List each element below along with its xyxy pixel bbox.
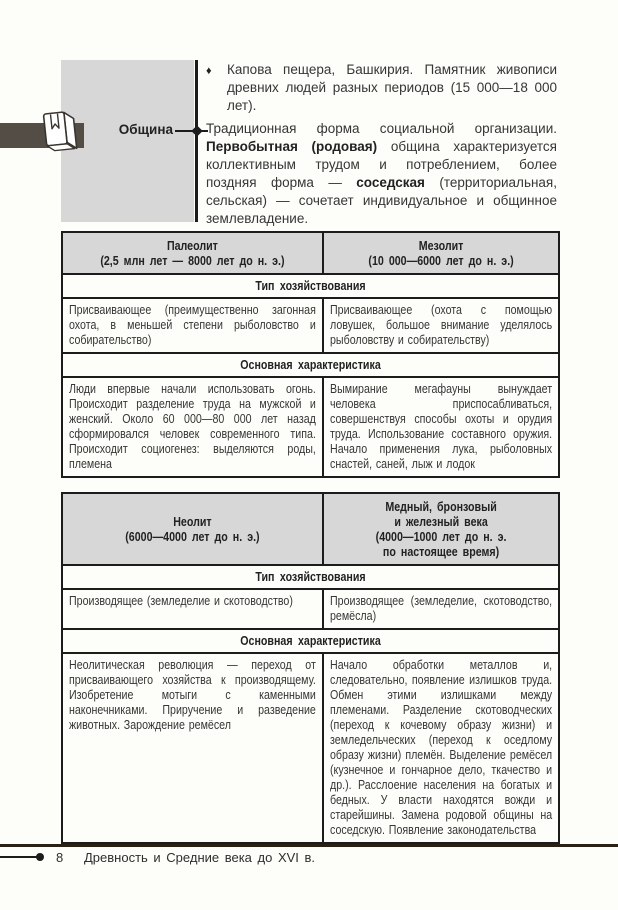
table-header-row bbox=[63, 233, 558, 273]
fact-paragraph bbox=[206, 61, 557, 115]
column-header-mesolith: Мезолит (10 000—6000 лет до н. э.) bbox=[324, 233, 558, 273]
table-row bbox=[63, 376, 558, 476]
section-row bbox=[63, 352, 558, 376]
cell-characteristic-metal-ages: Начало обработки металлов и, следовательно, появление излишков труда. Обмен этими излишками между племенами. Разделение скотоводческих (переход к кочевому образу жизни) и земледельческих (переход к оседлому образу жизни) племён. Выделение ремёсел (кузнечное и гончарное дело, ткачество и др.). Расслоение населения на богатых и бедных. У власти находятся вожди и старейшины. Замена родовой общины на соседскую. Появление законодательства bbox=[329, 657, 552, 837]
cell-economy-metal-ages: Производящее (земледелие, скотоводство, ремёсла) bbox=[329, 593, 552, 623]
chapter-title: Древность и Средние века до XVI в. bbox=[84, 850, 316, 865]
footer-bullet-dot-icon bbox=[36, 853, 44, 861]
section-row bbox=[63, 628, 558, 652]
diamond-bullet-icon: ♦ bbox=[206, 65, 212, 77]
table-row bbox=[63, 652, 558, 842]
term-definition: Традиционная форма социальной организации. Первобытная (родовая) община характеризуется коллективным трудом и потреблением, более поздняя форма — соседская (территориальная, сельская) — сочетает индивидуальное и общинное землевладение. bbox=[206, 121, 557, 226]
section-title: Основная характеристика bbox=[240, 633, 381, 648]
table-paleolith-mesolith bbox=[61, 231, 560, 478]
section-row bbox=[63, 273, 558, 297]
table-neolith-metal-ages bbox=[61, 492, 560, 844]
cell-characteristic-neolith: Неолитическая революция — переход от присваивающего хозяйства к производящему. Изобретение мотыги с каменными наконечниками. Приручение и разведение животных. Зарождение ремёсел bbox=[63, 654, 324, 842]
cell-economy-neolith: Производящее (земледелие и скотоводство) bbox=[63, 590, 324, 628]
cell-characteristic-mesolith: Вымирание мегафауны вынуждает человека приспосабливаться, совершенствуя способы охоты и орудия труда. Использование составного оружия. Начало применения лука, рыболовных снастей, саней, лыж и лодок bbox=[329, 381, 552, 471]
table-header-row bbox=[63, 494, 558, 564]
column-header-neolith: Неолит (6000—4000 лет до н. э.) bbox=[63, 494, 324, 564]
table-row bbox=[63, 588, 558, 628]
column-header-paleolith: Палеолит (2,5 млн лет — 8000 лет до н. э.) bbox=[63, 233, 324, 273]
table-row bbox=[63, 297, 558, 352]
cell-characteristic-paleolith: Люди впервые начали использовать огонь. Происходит разделение труда на мужской и женский. Около 60 000—80 000 лет назад сформировался человек современного типа. Происходит социогенез: выделяются роды, племена bbox=[63, 378, 324, 476]
cell-economy-mesolith: Присваивающее (охота с помощью ловушек, большое внимание уделялось рыболовству и собирательству) bbox=[329, 302, 552, 347]
footer-bullet-line bbox=[0, 856, 37, 858]
fact-text: Капова пещера, Башкирия. Памятник живописи древних людей разных периодов (15 000—18 000 лет). bbox=[227, 62, 557, 113]
tables-area bbox=[61, 231, 560, 844]
margin-term-label: Община bbox=[118, 122, 173, 137]
term-divider-rule bbox=[195, 60, 198, 222]
section-title: Тип хозяйствования bbox=[255, 569, 366, 584]
page-number: 8 bbox=[56, 850, 64, 865]
footer-rule bbox=[0, 844, 618, 847]
section-title: Тип хозяйствования bbox=[255, 278, 366, 293]
section-row bbox=[63, 564, 558, 588]
column-header-metal-ages: Медный, бронзовый и железный века (4000—1000 лет до н. э. по настоящее время) bbox=[324, 494, 558, 564]
section-title: Основная характеристика bbox=[240, 357, 381, 372]
cell-economy-paleolith: Присваивающее (преимущественно загонная охота, в меньшей степени рыболовство и собирательство) bbox=[63, 299, 324, 352]
